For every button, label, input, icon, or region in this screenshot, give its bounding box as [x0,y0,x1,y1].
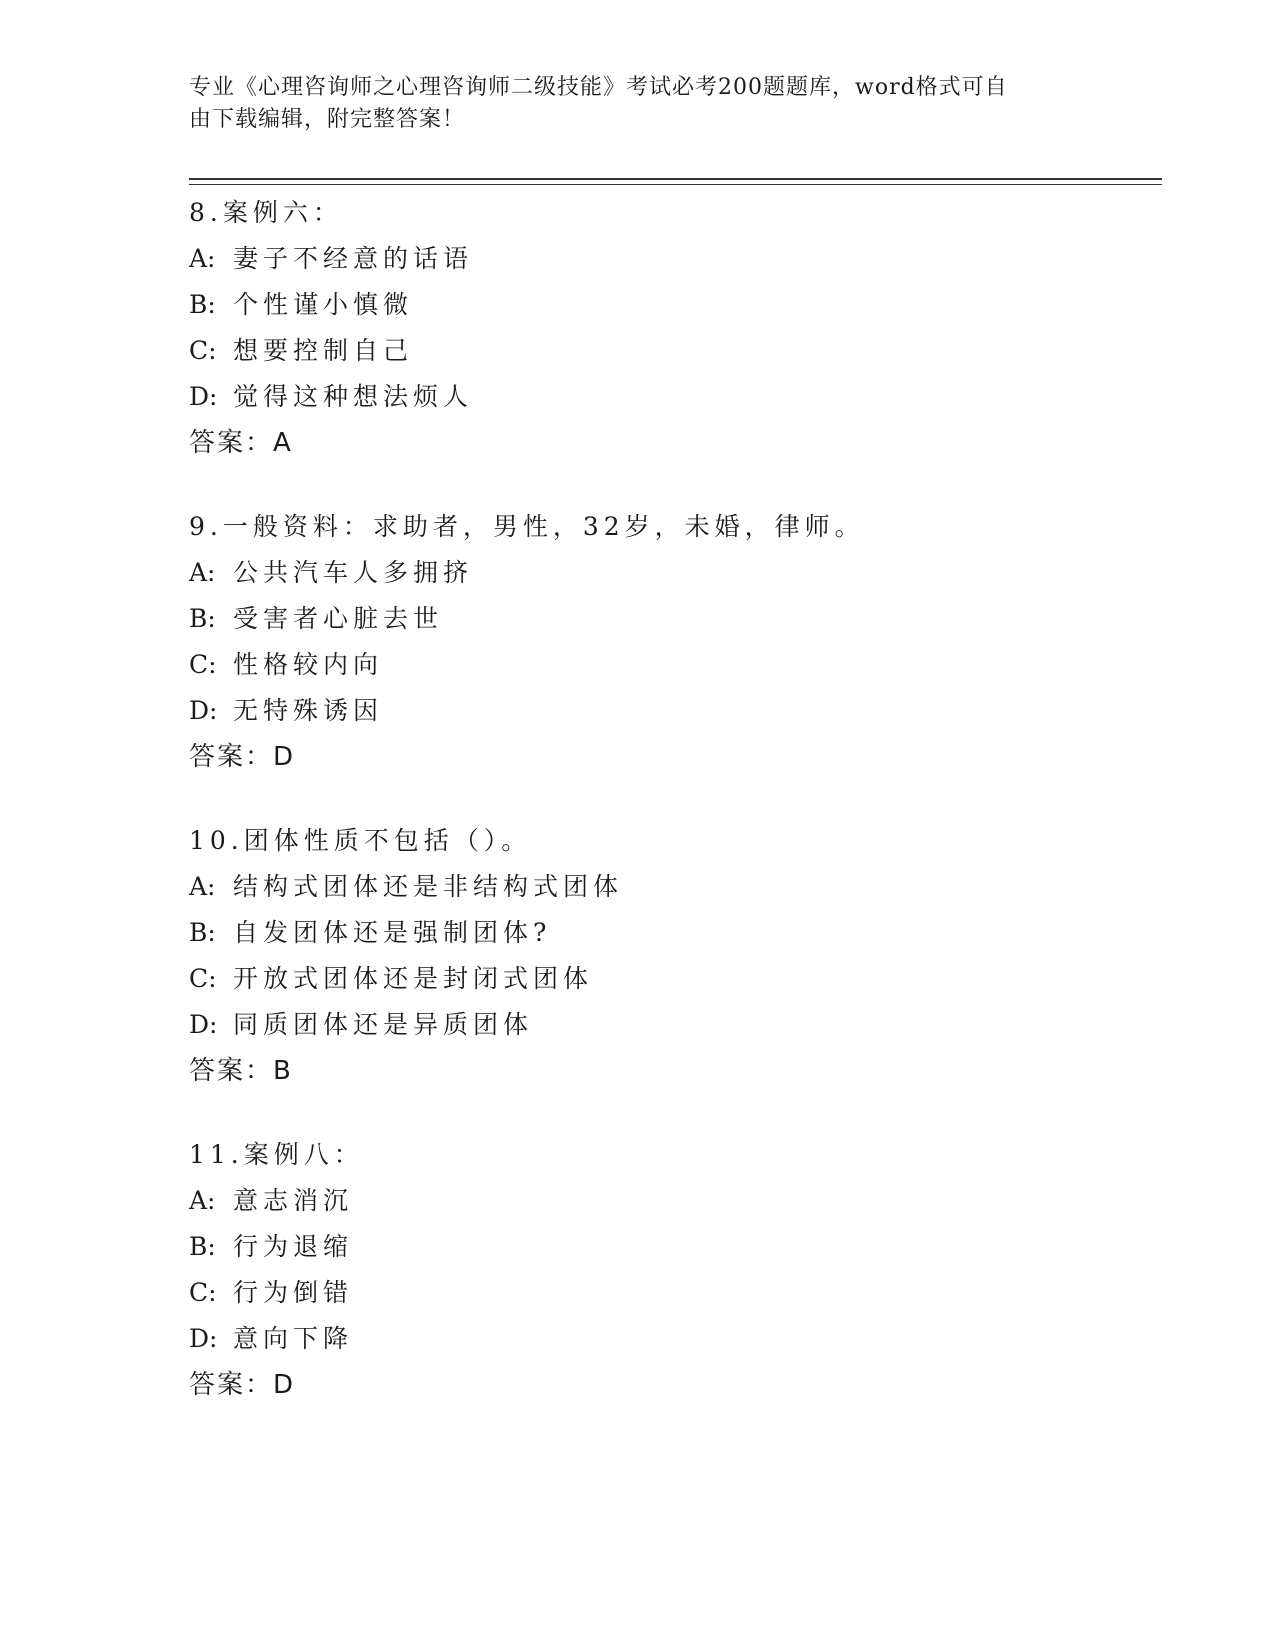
option-letter: A: [189,558,216,587]
option-letter: B: [189,604,216,633]
option-letter: A: [189,872,216,901]
option-text: 性格较内向 [233,650,384,679]
answer-line: 答案：D [189,742,296,772]
option-d [189,688,1169,734]
option-d [189,374,1169,420]
option-letter: C: [189,964,217,993]
option-c [189,328,1169,374]
option-b [189,282,1169,328]
option-text: 觉得这种想法烦人 [233,382,474,411]
option-letter: D: [189,382,218,411]
option-a [189,236,1169,282]
option-letter: D: [189,1010,218,1039]
header-divider-thin [189,184,1162,185]
option-d [189,1316,1169,1362]
question-list [189,190,1169,1446]
answer-line: 答案：B [189,1056,293,1086]
option-text: 意志消沉 [233,1186,354,1215]
option-letter: B: [189,918,216,947]
option-text: 自发团体还是强制团体? [233,918,552,947]
option-letter: B: [189,290,216,319]
option-text: 结构式团体还是非结构式团体 [233,872,624,901]
header-divider-thick [189,178,1162,180]
answer-line: 答案：A [189,428,293,458]
option-text: 同质团体还是异质团体 [233,1010,534,1039]
option-text: 个性谨小慎微 [233,290,414,319]
option-b [189,1224,1169,1270]
header-line-2: 由下载编辑，附完整答案！ [189,107,466,132]
header-line-1: 专业《心理咨询师之心理咨询师二级技能》考试必考200题题库，word格式可自 [189,75,1008,100]
question-item [189,190,1169,466]
question-item [189,504,1169,780]
option-d [189,1002,1169,1048]
option-letter: D: [189,1324,218,1353]
option-letter: A: [189,1186,216,1215]
option-text: 意向下降 [233,1324,354,1353]
question-item [189,1132,1169,1408]
option-letter: D: [189,696,218,725]
option-text: 受害者心脏去世 [233,604,444,633]
option-letter: C: [189,336,217,365]
option-text: 公共汽车人多拥挤 [233,558,474,587]
question-stem: 8.案例六： [189,198,343,227]
question-stem: 9.一般资料：求助者，男性，32岁，未婚，律师。 [189,512,865,541]
option-text: 无特殊诱因 [233,696,384,725]
option-letter: C: [189,650,217,679]
option-c [189,642,1169,688]
option-text: 行为倒错 [233,1278,354,1307]
question-stem: 10.团体性质不包括（）。 [189,826,532,855]
option-text: 行为退缩 [233,1232,354,1261]
document-header [189,72,1069,136]
option-text: 妻子不经意的话语 [233,244,474,273]
option-a [189,864,1169,910]
option-text: 想要控制自己 [233,336,414,365]
question-item [189,818,1169,1094]
option-letter: A: [189,244,216,273]
option-c [189,956,1169,1002]
option-b [189,910,1169,956]
option-a [189,1178,1169,1224]
answer-line: 答案：D [189,1370,296,1400]
option-letter: B: [189,1232,216,1261]
option-letter: C: [189,1278,217,1307]
option-text: 开放式团体还是封闭式团体 [233,964,594,993]
question-stem: 11.案例八： [189,1140,364,1169]
option-c [189,1270,1169,1316]
option-b [189,596,1169,642]
option-a [189,550,1169,596]
